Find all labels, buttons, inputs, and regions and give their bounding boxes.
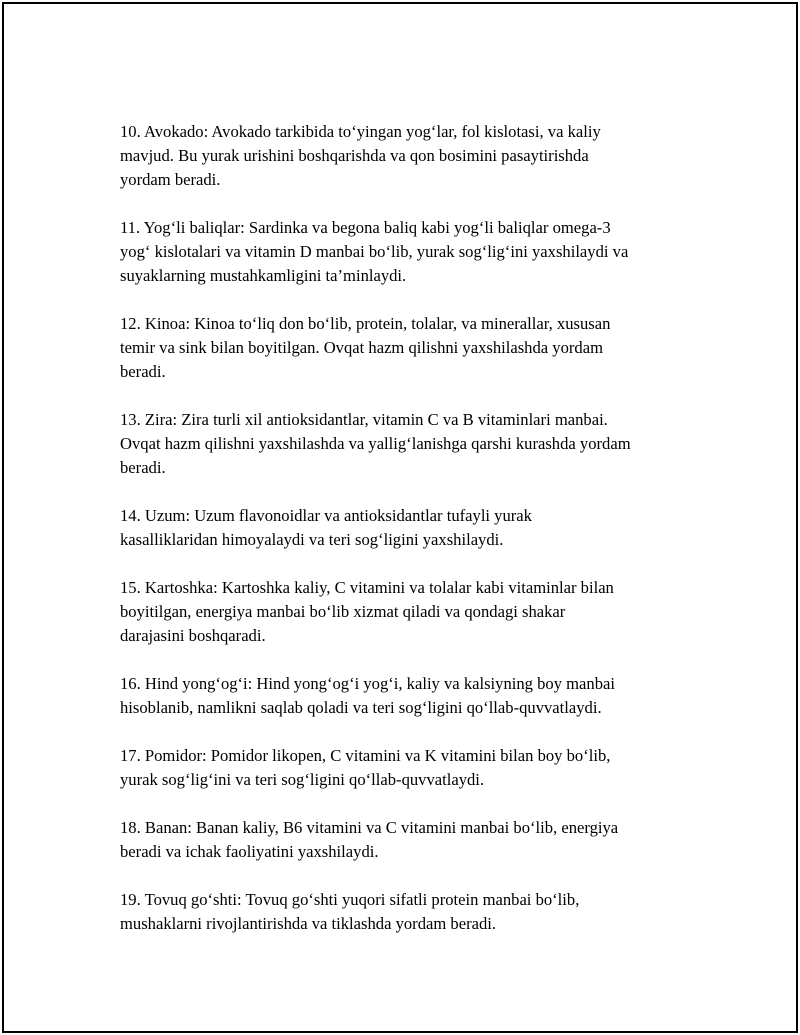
paragraph-line: 12. Kinoa: Kinoa to‘liq don bo‘lib, protein, tolalar, va minerallar, xususan — [120, 314, 611, 333]
paragraph-line: yordam beradi. — [120, 170, 221, 189]
paragraph-line: hisoblanib, namlikni saqlab qoladi va teri sog‘ligini qo‘llab-quvvatlaydi. — [120, 698, 602, 717]
paragraph-17-pomidor — [120, 744, 700, 792]
paragraph-line: 17. Pomidor: Pomidor likopen, C vitamini va K vitamini bilan boy bo‘lib, — [120, 746, 611, 765]
paragraph-line: mushaklarni rivojlantirishda va tiklashda yordam beradi. — [120, 914, 497, 933]
paragraph-line: 18. Banan: Banan kaliy, B6 vitamini va C vitamini manbai bo‘lib, energiya — [120, 818, 619, 837]
paragraph-line: kasalliklaridan himoyalaydi va teri sog‘ligini yaxshilaydi. — [120, 530, 504, 549]
paragraph-line: suyaklarning mustahkamligini ta’minlaydi. — [120, 266, 407, 285]
paragraph-13-zira — [120, 408, 700, 480]
paragraph-14-uzum — [120, 504, 700, 552]
paragraph-15-kartoshka — [120, 576, 700, 648]
paragraph-line: 16. Hind yong‘og‘i: Hind yong‘og‘i yog‘i, kaliy va kalsiyning boy manbai — [120, 674, 615, 693]
paragraph-12-kinoa — [120, 312, 700, 384]
paragraph-18-banan — [120, 816, 700, 864]
paragraph-line: beradi va ichak faoliyatini yaxshilaydi. — [120, 842, 379, 861]
paragraph-line: 13. Zira: Zira turli xil antioksidantlar, vitamin C va B vitaminlari manbai. — [120, 410, 608, 429]
paragraph-line: mavjud. Bu yurak urishini boshqarishda va qon bosimini pasaytirishda — [120, 146, 589, 165]
paragraph-line: 10. Avokado: Avokado tarkibida to‘yingan yog‘lar, fol kislotasi, va kaliy — [120, 122, 601, 141]
paragraph-line: yog‘ kislotalari va vitamin D manbai bo‘lib, yurak sog‘lig‘ini yaxshilaydi va — [120, 242, 629, 261]
paragraph-19-tovuq-goshti — [120, 888, 700, 936]
paragraph-line: Ovqat hazm qilishni yaxshilashda va yallig‘lanishga qarshi kurashda yordam — [120, 434, 631, 453]
paragraph-line: darajasini boshqaradi. — [120, 626, 266, 645]
paragraph-line: 19. Tovuq go‘shti: Tovuq go‘shti yuqori sifatli protein manbai bo‘lib, — [120, 890, 580, 909]
paragraph-line: 15. Kartoshka: Kartoshka kaliy, C vitamini va tolalar kabi vitaminlar bilan — [120, 578, 614, 597]
document-body — [120, 120, 700, 960]
paragraph-line: yurak sog‘lig‘ini va teri sog‘ligini qo‘llab-quvvatlaydi. — [120, 770, 485, 789]
paragraph-16-hind-yongogi — [120, 672, 700, 720]
paragraph-line: boyitilgan, energiya manbai bo‘lib xizmat qiladi va qondagi shakar — [120, 602, 566, 621]
paragraph-line: temir va sink bilan boyitilgan. Ovqat hazm qilishni yaxshilashda yordam — [120, 338, 603, 357]
paragraph-line: 11. Yog‘li baliqlar: Sardinka va begona baliq kabi yog‘li baliqlar omega-3 — [120, 218, 611, 237]
paragraph-10-avokado — [120, 120, 700, 192]
paragraph-11-yogli-baliqlar — [120, 216, 700, 288]
paragraph-line: 14. Uzum: Uzum flavonoidlar va antioksidantlar tufayli yurak — [120, 506, 532, 525]
page-frame — [2, 2, 798, 1033]
paragraph-line: beradi. — [120, 458, 166, 477]
paragraph-line: beradi. — [120, 362, 166, 381]
